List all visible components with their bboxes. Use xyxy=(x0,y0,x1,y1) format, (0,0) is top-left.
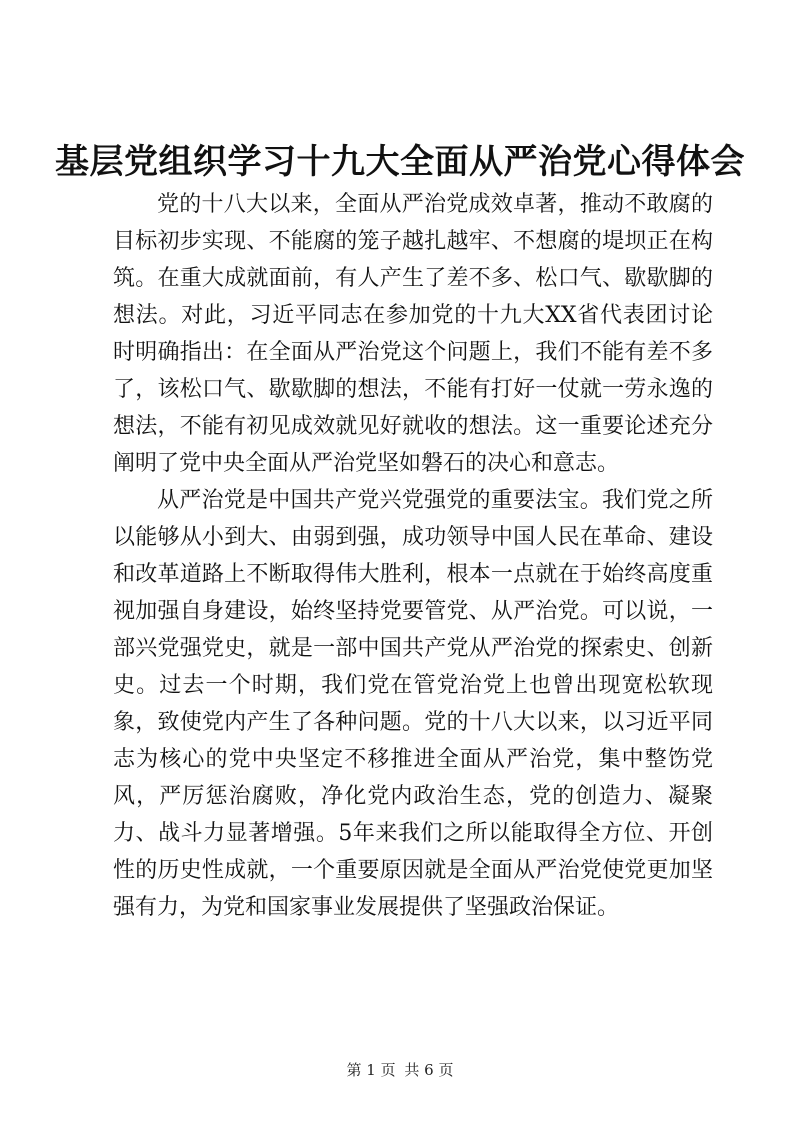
page-footer xyxy=(0,1060,800,1080)
paragraph-2: 从严治党是中国共产党兴党强党的重要法宝。我们党之所以能够从小到大、由弱到强，成功领导中国人民在革命、建设和改革道路上不断取得伟大胜利，根本一点就在于始终高度重视加强自身建设，始终坚持党要管党、从严治党。可以说，一部兴党强党史，就是一部中国共产党从严治党的探索史、创新史。过去一个时期，我们党在管党治党上也曾出现宽松软现象，致使党内产生了各种问题。党的十八大以来，以习近平同志为核心的党中央坚定不移推进全面从严治党，集中整饬党风，严厉惩治腐败，净化党内政治生态，党的创造力、凝聚力、战斗力显著增强。5年来我们之所以能取得全方位、开创性的历史性成就，一个重要原因就是全面从严治党使党更加坚强有力，为党和国家事业发展提供了坚强政治保证。 xyxy=(113,488,713,920)
page-total: 共 6 页 xyxy=(404,1061,454,1079)
paragraph-1: 党的十八大以来，全面从严治党成效卓著，推动不敢腐的目标初步实现、不能腐的笼子越扎越牢、不想腐的堤坝正在构筑。在重大成就面前，有人产生了差不多、松口气、歇歇脚的想法。对此，习近平同志在参加党的十九大XX省代表团讨论时明确指出：在全面从严治党这个问题上，我们不能有差不多了，该松口气、歇歇脚的想法，不能有打好一仗就一劳永逸的想法，不能有初见成效就见好就收的想法。这一重要论述充分阐明了党中央全面从严治党坚如磐石的决心和意志。 xyxy=(113,192,713,476)
document-title: 基层党组织学习十九大全面从严治党心得体会 xyxy=(55,142,745,182)
page-number: 第 1 页 xyxy=(346,1061,396,1079)
document-body xyxy=(113,186,713,926)
